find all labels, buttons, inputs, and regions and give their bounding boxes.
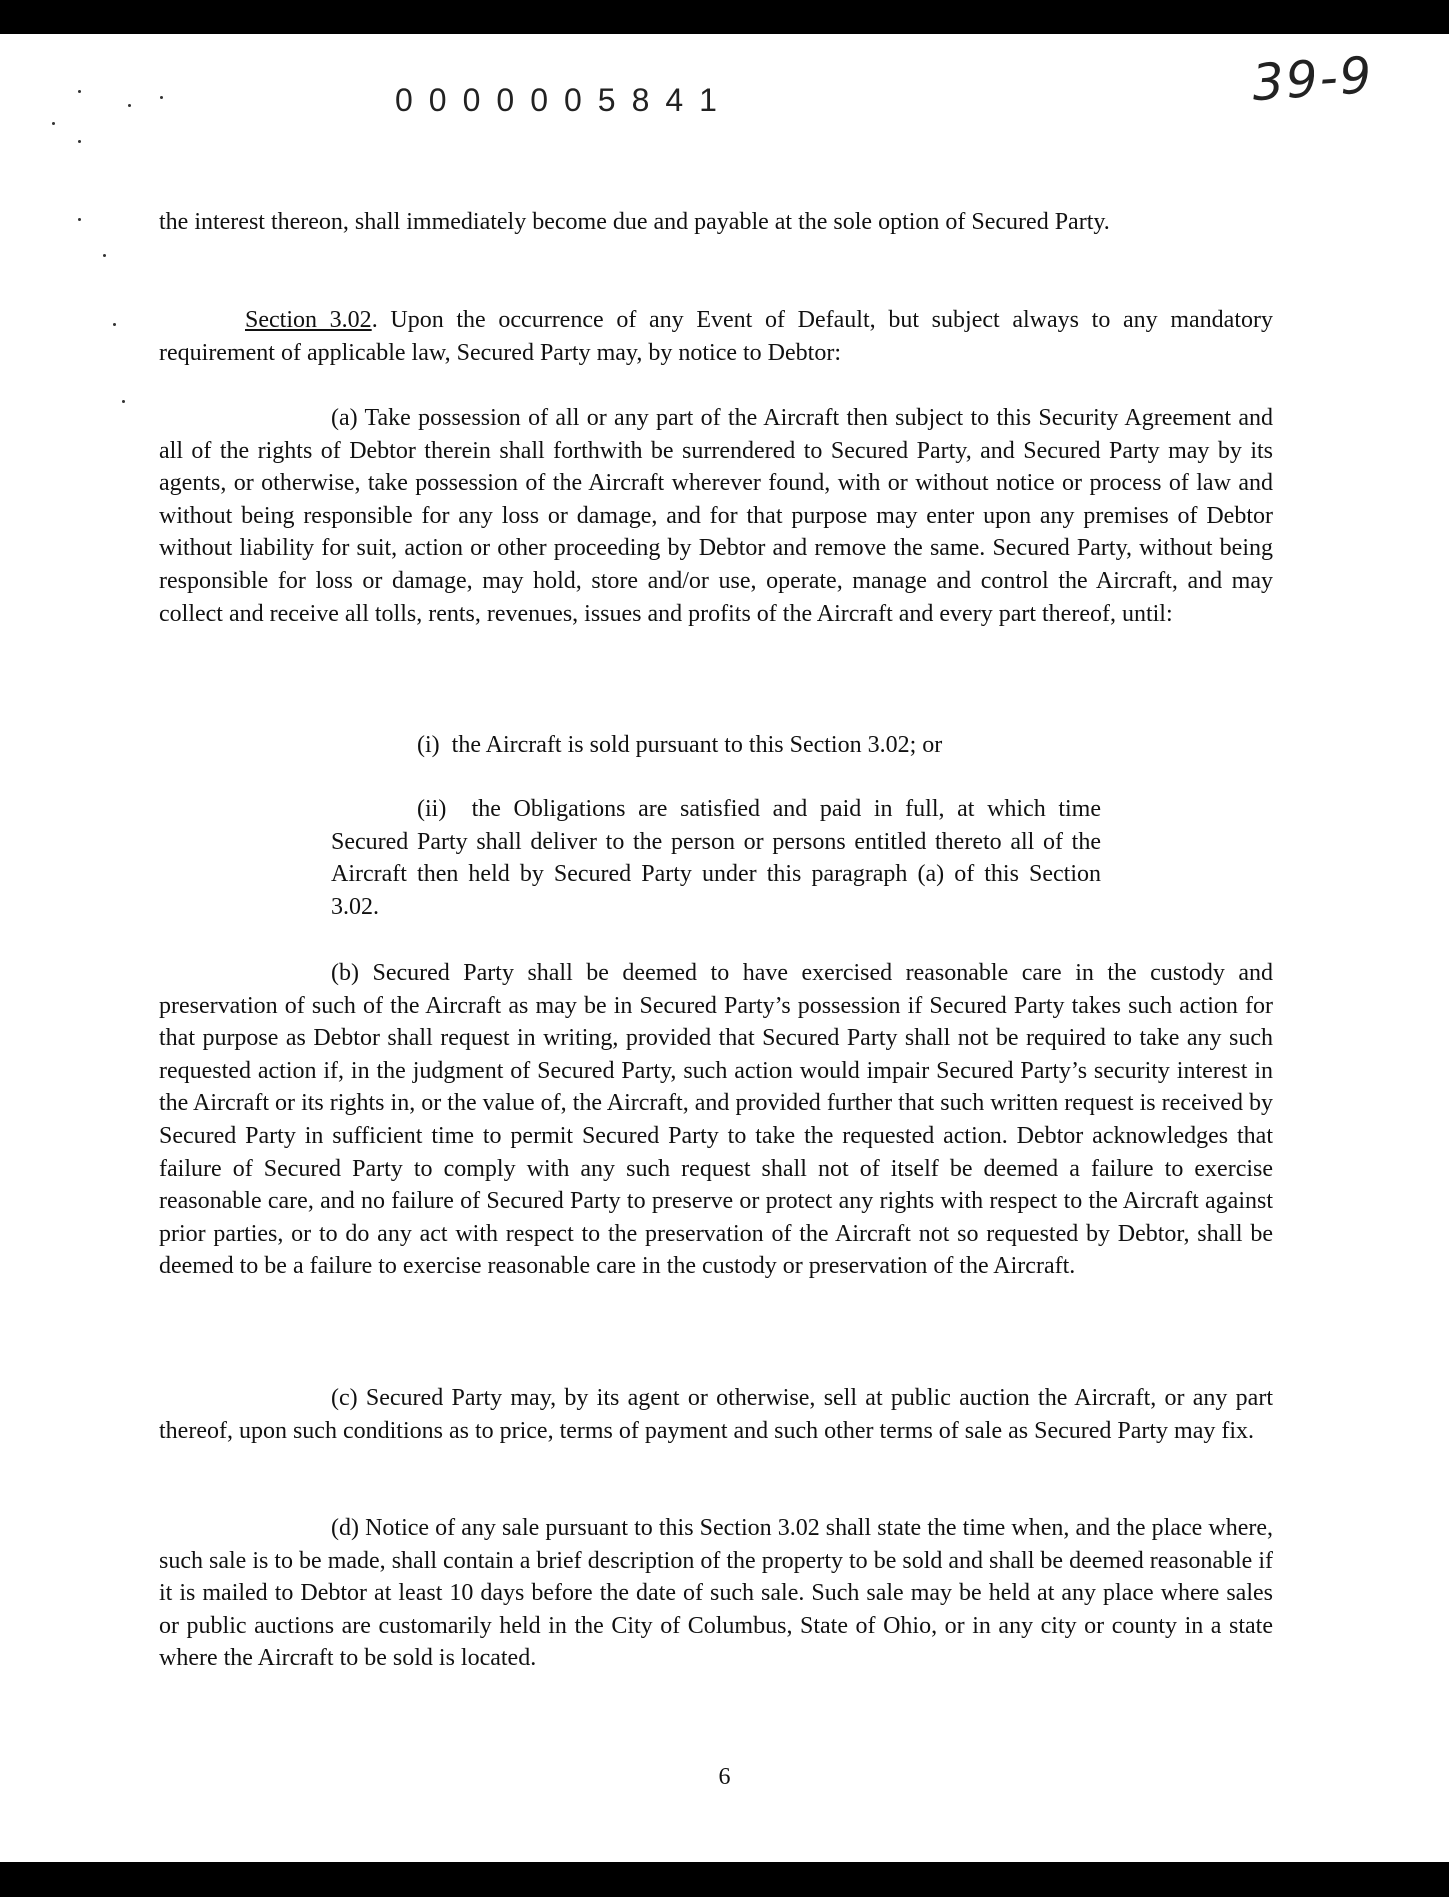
paragraph-a-ii	[331, 793, 1101, 923]
paragraph-b	[159, 957, 1273, 1283]
section-heading: Section 3.02	[245, 307, 372, 333]
scan-speck	[122, 400, 125, 403]
scan-speck	[113, 323, 116, 326]
paragraph-d	[159, 1512, 1273, 1675]
scan-speck	[52, 122, 55, 125]
paragraph-d-text: (d) Notice of any sale pursuant to this Section 3.02 shall state the time when, and the place where, such sale is to be made, shall contain a brief description of the property to be sold and shall be deemed reasonable if it is mailed to Debtor at least 10 days before the date of such sale. Such sale may be held at any place where sales or public auctions are customarily held in the City of Columbus, State of Ohio, or in any city or county in a state where the Aircraft to be sold is located.	[159, 1515, 1273, 1672]
handwritten-note: 39-9	[1250, 45, 1376, 113]
paragraph-b-text: (b) Secured Party shall be deemed to have exercised reasonable care in the custody and preservation of such of the Aircraft as may be in Secured Party’s possession if Secured Party takes such action for that purpose as Debtor shall request in writing, provided that Secured Party shall not be required to take any such requested action if, in the judgment of Secured Party, such action would impair Secured Party’s security interest in the Aircraft or its rights in, or the value of, the Aircraft, and provided further that such written request is received by Secured Party in sufficient time to permit Secured Party to take the requested action. Debtor acknowledges that failure of Secured Party to comply with any such request shall not of itself be deemed a failure to exercise reasonable care, and no failure of Secured Party to preserve or protect any rights with respect to the Aircraft against prior parties, or to do any act with respect to the preservation of the Aircraft not so requested by Debtor, shall be deemed to be a failure to exercise reasonable care in the custody or preservation of the Aircraft.	[159, 960, 1273, 1280]
scan-speck	[103, 254, 106, 257]
paragraph-a-text: (a) Take possession of all or any part of the Aircraft then subject to this Security Agreement and all of the rights of Debtor therein shall forthwith be surrendered to Secured Party, and Secured Party may by its agents, or otherwise, take possession of the Aircraft wherever found, with or without notice or process of law and without being responsible for any loss or damage, and for that purpose may enter upon any premises of Debtor without liability for suit, action or other proceeding by Debtor and remove the same. Secured Party, without being responsible for loss or damage, may hold, store and/or use, operate, manage and control the Aircraft, and may collect and receive all tolls, rents, revenues, issues and profits of the Aircraft and every part thereof, until:	[159, 405, 1273, 627]
scan-speck	[128, 104, 131, 107]
paragraph-a-i	[417, 729, 1117, 762]
paragraph-c-text: (c) Secured Party may, by its agent or otherwise, sell at public auction the Aircraft, or any part thereof, upon such conditions as to price, terms of payment and such other terms of sale as Secured Party may fix.	[159, 1385, 1273, 1444]
scan-speck	[78, 140, 81, 143]
paragraph-a	[159, 402, 1273, 630]
scan-speck	[78, 218, 81, 221]
continuation-text: the interest thereon, shall immediately become due and payable at the sole option of Secured Party.	[159, 209, 1110, 235]
section-3-02-intro	[159, 304, 1273, 369]
page-number: 6	[718, 1764, 731, 1790]
scan-border-bottom	[0, 1862, 1449, 1897]
section-intro-paragraph	[159, 304, 1273, 369]
paragraph-a-i-text: (i) the Aircraft is sold pursuant to this Section 3.02; or	[417, 732, 943, 758]
paragraph-a-ii-text: (ii) the Obligations are satisfied and paid in full, at which time Secured Party shall deliver to the person or persons entitled thereto all of the Aircraft then held by Secured Party under this paragraph (a) of this Section 3.02.	[331, 796, 1101, 920]
scan-speck	[160, 96, 163, 99]
scan-speck	[78, 90, 81, 93]
scan-border-top	[0, 0, 1449, 34]
paragraph-c	[159, 1382, 1273, 1447]
continuation-paragraph	[159, 206, 1273, 239]
section-intro-text: . Upon the occurrence of any Event of Default, but subject always to any mandatory requirement of applicable law, Secured Party may, by notice to Debtor:	[159, 307, 1273, 366]
document-number: 0000005841	[395, 82, 733, 118]
